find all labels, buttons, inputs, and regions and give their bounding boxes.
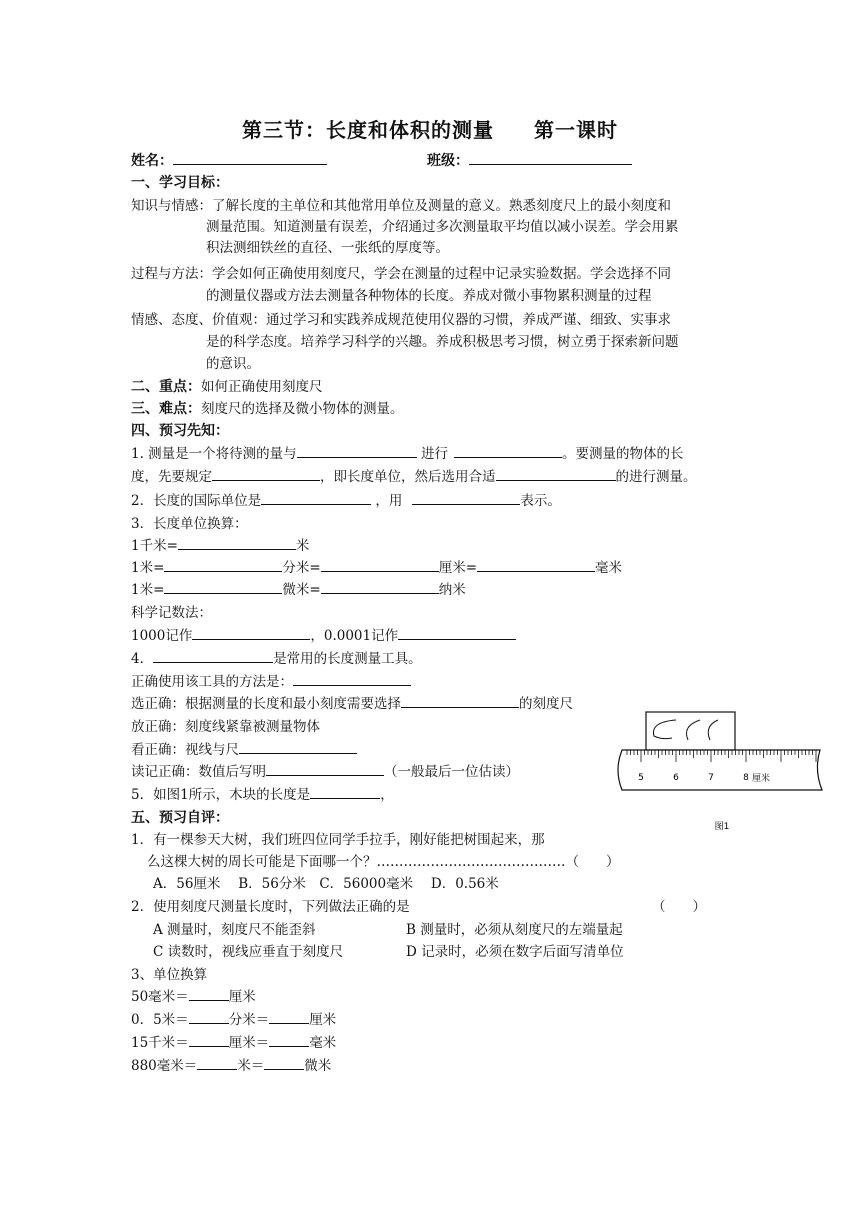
unit2-blank-2[interactable] (269, 1010, 309, 1024)
sci-blank-1[interactable] (192, 626, 310, 640)
sci-blank-2[interactable] (398, 626, 516, 640)
eval-q2-option-c: C 读数时，视线应垂直于刻度尺 (153, 944, 344, 960)
conv3-text-b: 微米= (282, 582, 321, 598)
q1-blank-2[interactable] (454, 444, 562, 458)
unit3-blank-2[interactable] (269, 1033, 309, 1047)
process-text-1: 学会如何正确使用刻度尺，学会在测量的过程中记录实验数据。学会选择不同 (212, 266, 671, 282)
method-blank-3[interactable] (239, 740, 357, 754)
emotion-label: 情感、态度、价值观： (131, 312, 266, 328)
q1-blank-3[interactable] (212, 467, 320, 481)
unit2-text-c: 厘米 (309, 1012, 337, 1028)
eval-q1-line-2: 么这棵大树的周长可能是下面哪一个？……………………………………（ ） (147, 854, 620, 870)
q2-text-a: 2．长度的国际单位是 (131, 493, 262, 509)
unit4-blank-1[interactable] (197, 1056, 237, 1070)
knowledge-label: 知识与情感： (131, 198, 212, 214)
unit1-text-b: 厘米 (228, 989, 256, 1005)
unit4-text-c: 微米 (304, 1058, 332, 1074)
q2-text-c: 表示。 (520, 493, 561, 509)
tick-label-7: 7 (708, 773, 714, 783)
section4-heading: 四、预习先知： (131, 423, 229, 439)
conv2-text-a: 1米= (131, 560, 165, 576)
q5-text-b: ， (380, 787, 394, 803)
knowledge-line-2: 测量范围。知道测量有误差，介绍通过多次测量取平均值以减小误差。学会用累 (206, 219, 679, 235)
q1-line-2 (131, 467, 697, 487)
q5-line (131, 785, 394, 805)
process-line-2: 的测量仪器或方法去测量各种物体的长度。养成对微小事物累积测量的过程 (206, 288, 652, 304)
unit3-text-a: 15千米＝ (131, 1035, 189, 1051)
eval-q2-option-a: A 测量时，刻度尺不能歪斜 (153, 922, 316, 938)
eval-q1-line-1: 1．有一棵参天大树，我们班四位同学手拉手，刚好能把树围起来，那 (131, 832, 545, 848)
unit4-text-b: 米＝ (237, 1058, 265, 1074)
q1-text-a: 1. 测量是一个将待测的量与 (131, 446, 297, 462)
q2-text-b: ，用 (375, 493, 403, 509)
figure-caption: 图1 (714, 822, 730, 832)
conv2-text-b: 分米= (282, 560, 321, 576)
emotion-text-1: 通过学习和实践养成规范使用仪器的习惯，养成严谨、细致、实事求 (266, 312, 671, 328)
emotion-line-2: 是的科学态度。培养学习科学的兴趣。养成积极思考习惯，树立勇于探索新问题 (206, 334, 679, 350)
q1-text-f: 的进行测量。 (615, 469, 697, 485)
conv1-text-a: 1千米= (131, 538, 178, 554)
method-text-4a: 读记正确：数值后写明 (131, 764, 266, 780)
conv1-blank[interactable] (178, 536, 296, 550)
unit-line-4 (131, 1056, 331, 1076)
class-label: 班级： (427, 153, 469, 169)
q1-blank-1[interactable] (297, 444, 417, 458)
sci-text-b: ，0.0001记作 (310, 628, 399, 644)
tick-label-6: 6 (673, 773, 679, 783)
conv3-text-c: 纳米 (438, 582, 466, 598)
tick-label-5: 5 (638, 773, 644, 783)
conv-line-3 (131, 580, 466, 600)
q4-text-a: 4． (131, 651, 154, 667)
unit4-text-a: 880毫米＝ (131, 1058, 198, 1074)
method-line-3 (131, 740, 357, 760)
page-title (0, 114, 860, 143)
unit-line-3 (131, 1033, 336, 1053)
unit1-blank[interactable] (189, 987, 229, 1001)
conv2-blank-2[interactable] (321, 558, 439, 572)
unit4-blank-2[interactable] (264, 1056, 304, 1070)
method-blank-0[interactable] (293, 672, 411, 686)
knowledge-text-1: 了解长度的主单位和其他常用单位及测量的意义。熟悉刻度尺上的最小刻度和 (212, 198, 671, 214)
sci-text-a: 1000记作 (131, 628, 193, 644)
conv3-text-a: 1米= (131, 582, 165, 598)
conv3-blank-1[interactable] (164, 580, 282, 594)
unit3-text-c: 毫米 (309, 1035, 337, 1051)
conv3-blank-2[interactable] (321, 580, 439, 594)
conv-line-2 (131, 558, 622, 578)
section3-heading: 三、难点： (131, 401, 201, 417)
process-line-1 (131, 264, 671, 284)
conv1-text-b: 米 (295, 538, 310, 554)
conv2-text-c: 厘米= (438, 560, 478, 576)
section1-heading: 一、学习目标： (131, 175, 229, 191)
q1-text-d: 度，先要规定 (131, 469, 212, 485)
ruler-unit-label: 厘米 (752, 774, 771, 784)
knowledge-line-1 (131, 196, 671, 216)
method-line-4 (131, 762, 519, 782)
q1-text-e: ，即长度单位，然后选用合适 (320, 469, 496, 485)
method-blank-1[interactable] (401, 694, 519, 708)
q1-line-1 (131, 444, 683, 464)
eval-q2-paren: （ ） (652, 899, 706, 915)
method-text-1b: 的刻度尺 (519, 696, 573, 712)
section3 (131, 399, 404, 419)
title-sub: 第一课时 (534, 118, 618, 142)
figure-1-ruler (610, 708, 826, 834)
method-text-0: 正确使用该工具的方法是： (131, 674, 293, 690)
tick-label-8: 8 (743, 773, 749, 783)
unit2-text-b: 分米＝ (228, 1012, 270, 1028)
eval-q3-heading: 3、单位换算 (131, 967, 208, 983)
method-blank-4[interactable] (266, 762, 384, 776)
unit-line-2 (131, 1010, 336, 1030)
title-main: 第三节：长度和体积的测量 (242, 118, 494, 142)
method-text-3a: 看正确：视线与尺 (131, 742, 239, 758)
unit-line-1 (131, 987, 256, 1007)
method-line-1 (131, 694, 573, 714)
method-line-0 (131, 672, 411, 692)
knowledge-line-3: 积法测细铁丝的直径、一张纸的厚度等。 (206, 240, 449, 256)
name-label: 姓名： (131, 153, 173, 169)
unit2-blank-1[interactable] (189, 1010, 229, 1024)
q2-line (131, 491, 561, 511)
q3-line: 3．长度单位换算： (131, 516, 248, 532)
eval-q2-stem: 2．使用刻度尺测量长度时，下列做法正确的是 (131, 899, 410, 915)
eval-q2-option-b: B 测量时，必须从刻度尺的左端量起 (406, 922, 623, 938)
conv2-blank-1[interactable] (164, 558, 282, 572)
emotion-line-3: 的意识。 (206, 356, 260, 372)
q1-text-c: 。要测量的物体的长 (561, 446, 684, 462)
process-label: 过程与方法： (131, 266, 212, 282)
emotion-line-1 (131, 310, 671, 330)
q4-line (131, 649, 422, 669)
sci-notation-label: 科学记数法： (131, 605, 212, 621)
q4-blank[interactable] (153, 649, 273, 663)
section2-text: 如何正确使用刻度尺 (201, 379, 323, 395)
method-text-1a: 选正确：根据测量的长度和最小刻度需要选择 (131, 696, 401, 712)
section2 (131, 377, 323, 397)
q2-blank-2[interactable] (412, 491, 520, 505)
section5-heading: 五、预习自评： (131, 810, 229, 826)
q2-blank-1[interactable] (261, 491, 371, 505)
q5-blank[interactable] (310, 785, 380, 799)
q1-blank-4[interactable] (496, 467, 616, 481)
section2-heading: 二、重点： (131, 379, 201, 395)
q5-text-a: 5．如图1所示，木块的长度是 (131, 787, 311, 803)
class-blank[interactable] (469, 150, 632, 165)
name-blank[interactable] (173, 150, 327, 165)
unit3-blank-1[interactable] (189, 1033, 229, 1047)
section3-text: 刻度尺的选择及微小物体的测量。 (201, 401, 404, 417)
unit2-text-a: 0．5米＝ (131, 1012, 189, 1028)
wood-block (646, 712, 735, 750)
q4-text-b: 是常用的长度测量工具。 (273, 651, 422, 667)
unit1-text-a: 50毫米＝ (131, 989, 189, 1005)
conv2-blank-3[interactable] (477, 558, 595, 572)
method-line-2: 放正确：刻度线紧靠被测量物体 (131, 719, 320, 735)
sci-line (131, 626, 516, 646)
unit3-text-b: 厘米＝ (228, 1035, 270, 1051)
conv-line-1 (131, 536, 309, 556)
ruler-body (618, 750, 822, 790)
eval-q1-options: A．56厘米 B．56分米 C．56000毫米 D．0.56米 (153, 876, 499, 892)
method-text-4b: （一般最后一位估读） (384, 764, 519, 780)
eval-q2-option-d: D 记录时，必须在数字后面写清单位 (406, 944, 624, 960)
name-field (131, 150, 327, 171)
class-field (427, 150, 632, 171)
conv2-text-d: 毫米 (595, 560, 623, 576)
q1-text-b: 进行 (420, 446, 448, 462)
